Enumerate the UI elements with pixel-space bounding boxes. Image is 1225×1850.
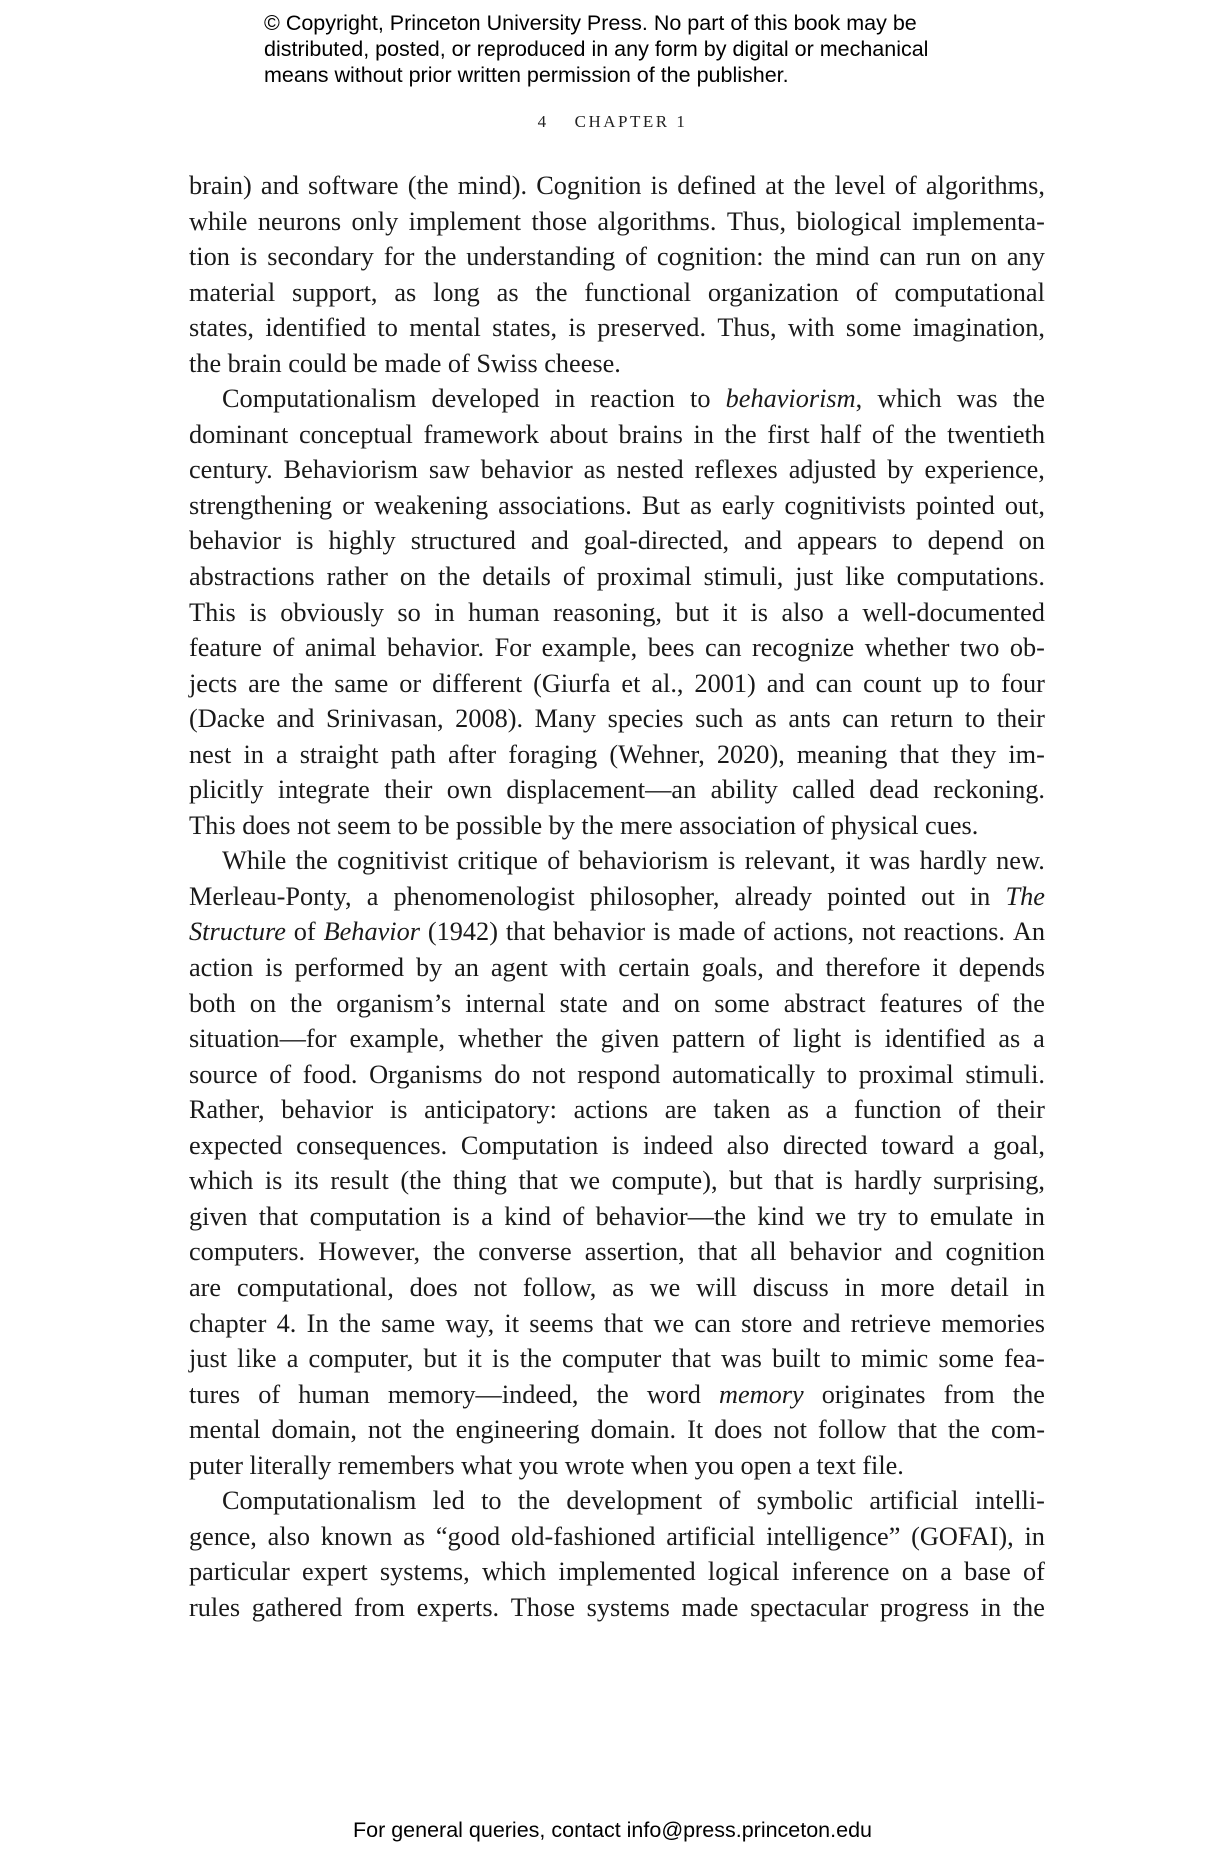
text-line: gence, also known as “good old-fashioned artificial intelligence” (GOFAI), in xyxy=(189,1521,1045,1551)
text-line: expected consequences. Computation is indeed also directed toward a goal, xyxy=(189,1130,1045,1160)
text-line: chapter 4. In the same way, it seems that we can store and retrieve memories xyxy=(189,1308,1045,1338)
text-line: states, identified to mental states, is preserved. Thus, with some imagination, xyxy=(189,313,1045,343)
text-line: just like a computer, but it is the computer that was built to mimic some fea- xyxy=(189,1344,1045,1374)
text-line: behavior is highly structured and goal-directed, and appears to depend on xyxy=(189,526,1045,556)
text-line: (Dacke and Srinivasan, 2008). Many species such as ants can return to their xyxy=(189,704,1045,734)
text-line: the brain could be made of Swiss cheese. xyxy=(189,348,621,378)
text-line: given that computation is a kind of behavior—the kind we try to emulate in xyxy=(189,1201,1045,1231)
paragraph xyxy=(189,168,1045,381)
footer-contact: For general queries, contact info@press.princeton.edu xyxy=(352,1818,872,1842)
text-line: tures of human memory—indeed, the word memory originates from the xyxy=(189,1379,1045,1409)
text-line: while neurons only implement those algorithms. Thus, biological implementa- xyxy=(189,206,1045,236)
text-line: nest in a straight path after foraging (Wehner, 2020), meaning that they im- xyxy=(189,739,1045,769)
copyright-line: distributed, posted, or reproduced in any form by digital or mechanical xyxy=(264,37,929,61)
text-line: material support, as long as the functional organization of computational xyxy=(189,277,1045,307)
chapter-label: CHAPTER 1 xyxy=(574,112,688,131)
text-line: While the cognitivist critique of behaviorism is relevant, it was hardly new. xyxy=(222,846,1045,876)
text-line: strengthening or weakening associations. But as early cognitivists pointed out, xyxy=(189,490,1045,520)
text-line: Computationalism developed in reaction to behaviorism, which was the xyxy=(222,384,1045,414)
body-text xyxy=(189,168,1045,1625)
text-line: are computational, does not follow, as we will discuss in more detail in xyxy=(189,1272,1045,1302)
text-line: This does not seem to be possible by the mere association of physical cues. xyxy=(189,810,979,840)
text-line: This is obviously so in human reasoning, but it is also a well-documented xyxy=(189,597,1045,627)
text-line: dominant conceptual framework about brains in the first half of the twentieth xyxy=(189,419,1045,449)
text-line: Structure of Behavior (1942) that behavior is made of actions, not reactions. An xyxy=(189,917,1045,947)
copyright-line: © Copyright, Princeton University Press. No part of this book may be xyxy=(264,11,917,35)
copyright-line: means without prior written permission of the publisher. xyxy=(264,63,789,87)
text-line: both on the organism’s internal state and on some abstract features of the xyxy=(189,988,1045,1018)
copyright-notice xyxy=(264,10,984,88)
text-line: plicitly integrate their own displacement—an ability called dead reckoning. xyxy=(189,775,1045,805)
text-line: century. Behaviorism saw behavior as nested reflexes adjusted by experience, xyxy=(189,455,1045,485)
text-line: particular expert systems, which implemented logical inference on a base of xyxy=(189,1557,1045,1587)
text-line: jects are the same or different (Giurfa et al., 2001) and can count up to four xyxy=(189,668,1045,698)
text-line: puter literally remembers what you wrote when you open a text file. xyxy=(189,1450,904,1480)
text-line: Rather, behavior is anticipatory: actions are taken as a function of their xyxy=(189,1095,1045,1125)
page-number: 4 xyxy=(537,112,549,131)
text-line: mental domain, not the engineering domain. It does not follow that the com- xyxy=(189,1415,1045,1445)
text-line: which is its result (the thing that we compute), but that is hardly surprising, xyxy=(189,1166,1045,1196)
text-line: computers. However, the converse assertion, that all behavior and cognition xyxy=(189,1237,1045,1267)
text-line: tion is secondary for the understanding of cognition: the mind can run on any xyxy=(189,242,1045,272)
text-line: brain) and software (the mind). Cognition is defined at the level of algorithms, xyxy=(189,171,1045,200)
text-line: situation—for example, whether the given pattern of light is identified as a xyxy=(189,1024,1045,1054)
text-line: abstractions rather on the details of proximal stimuli, just like computations. xyxy=(189,562,1045,592)
text-line: Computationalism led to the development of symbolic artificial intelli- xyxy=(222,1486,1045,1516)
text-line: rules gathered from experts. Those systems made spectacular progress in the xyxy=(189,1592,1045,1622)
text-line: action is performed by an agent with certain goals, and therefore it depends xyxy=(189,953,1045,983)
text-line: feature of animal behavior. For example, bees can recognize whether two ob- xyxy=(189,633,1045,663)
running-head xyxy=(0,112,1225,132)
paragraph xyxy=(189,843,1045,1483)
paragraph xyxy=(189,1483,1045,1625)
text-line: Merleau-Ponty, a phenomenologist philosopher, already pointed out in The xyxy=(189,881,1045,911)
text-line: source of food. Organisms do not respond automatically to proximal stimuli. xyxy=(189,1059,1045,1089)
paragraph xyxy=(189,381,1045,843)
